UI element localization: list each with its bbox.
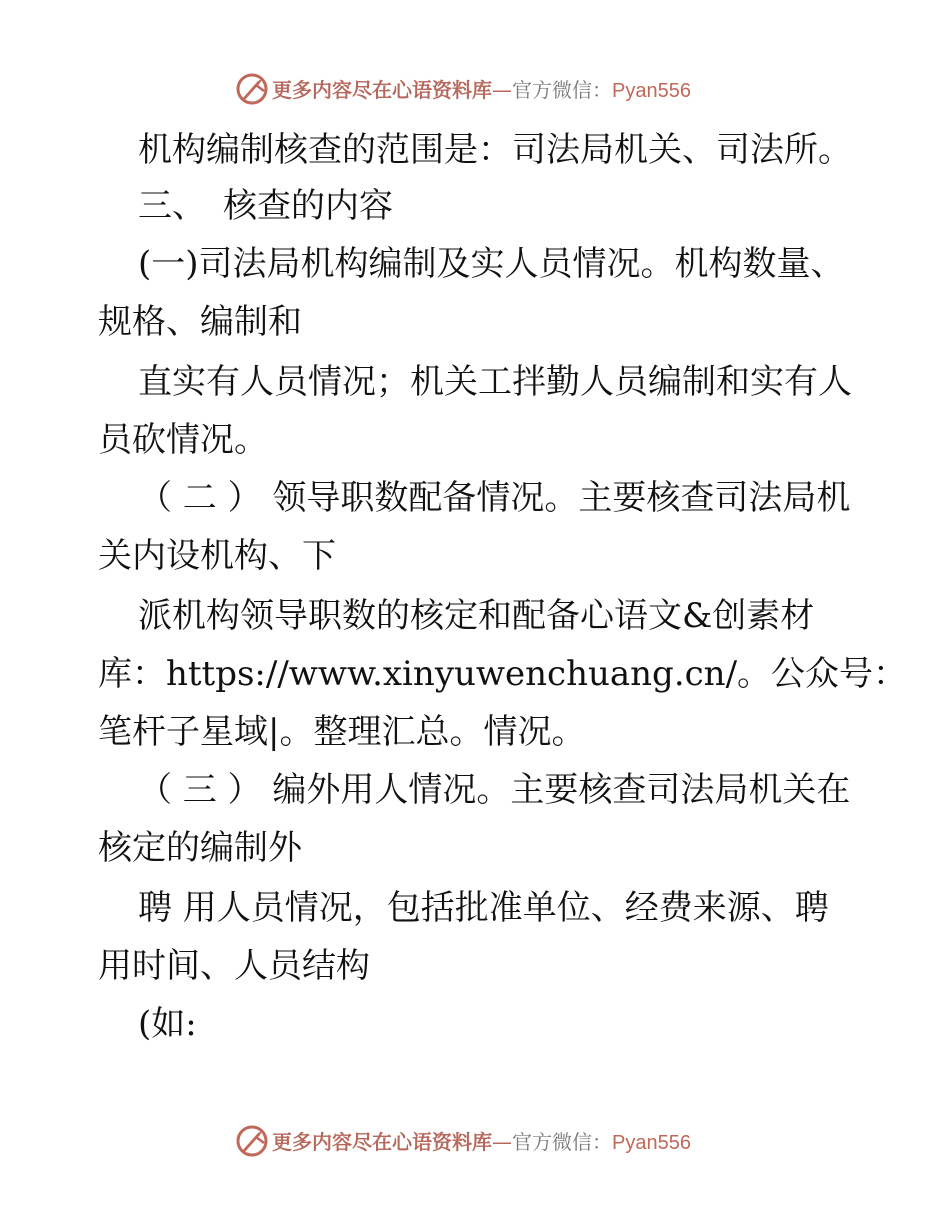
paragraph-line: 用时间、人员结构	[98, 946, 370, 986]
paragraph-line: （ 二 ） 领导职数配备情况。主要核查司法局机	[138, 478, 851, 518]
footer-watermark-banner	[0, 1120, 950, 1164]
header-dash: —	[492, 78, 512, 102]
paragraph-line: （ 三 ） 编外用人情况。主要核查司法局机关在	[138, 770, 851, 810]
paragraph-line: 派机构领导职数的核定和配备心语文&创素材	[138, 596, 815, 636]
footer-official-label: 官方微信：	[512, 1130, 612, 1154]
section-heading: 三、 核查的内容	[138, 186, 393, 226]
footer-dash: —	[492, 1130, 512, 1154]
footer-watermark-text	[272, 1128, 691, 1156]
paragraph-line: 聘 用人员情况，包括批准单位、经费来源、聘	[138, 888, 829, 928]
header-wechat-id: Pyan556	[612, 80, 691, 102]
paragraph-line: 机构编制核查的范围是：司法局机关、司法所。	[138, 130, 852, 170]
header-official-label: 官方微信：	[512, 78, 612, 102]
paragraph-line-url: 库：https://www.xinyuwenchuang.cn/。公众号：	[98, 654, 908, 694]
paragraph-line: 关内设机构、下	[98, 536, 336, 576]
paragraph-line: (如:	[138, 1004, 197, 1044]
footer-promo-text: 更多内容尽在心语资料库	[272, 1130, 492, 1154]
paragraph-line: 直实有人员情况；机关工拌勤人员编制和实有人	[138, 362, 852, 402]
footer-wechat-id: Pyan556	[612, 1132, 691, 1154]
paragraph-line: 规格、编制和	[98, 302, 302, 342]
quill-pen-logo-icon	[234, 1123, 270, 1159]
paragraph-line: (一)司法局机构编制及实人员情况。机构数量、	[138, 244, 845, 284]
paragraph-line: 员砍情况。	[98, 420, 268, 460]
paragraph-line: 笔杆子星域|。整理汇总。情况。	[98, 712, 586, 752]
paragraph-line: 核定的编制外	[98, 828, 302, 868]
header-promo-text: 更多内容尽在心语资料库	[272, 78, 492, 102]
